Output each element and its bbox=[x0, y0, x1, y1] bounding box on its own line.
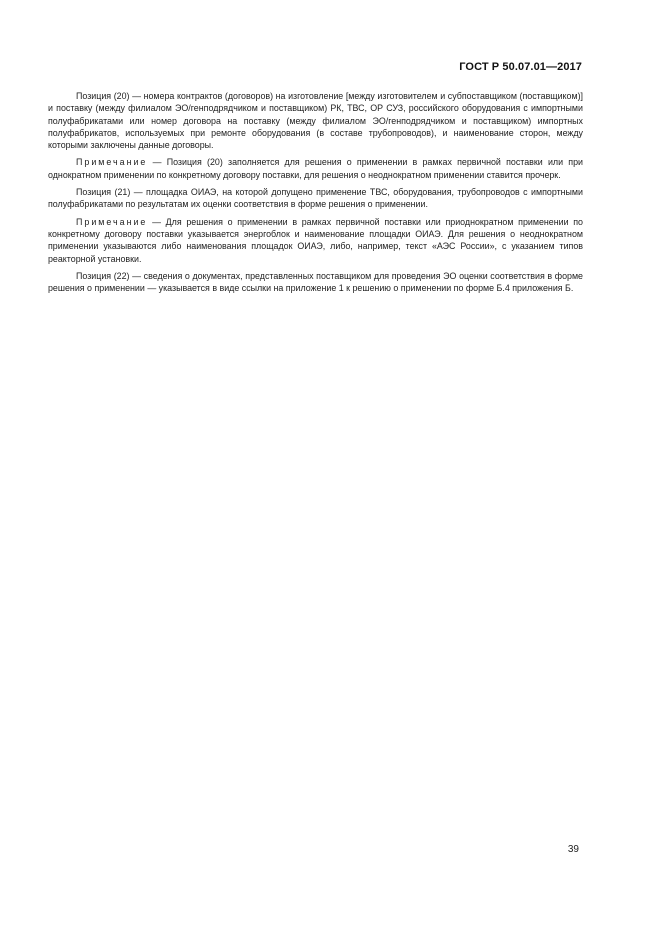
note-position-20 bbox=[48, 156, 583, 181]
paragraph-position-20: Позиция (20) — номера контрактов (договоров) на изготовление [между изготовителем и субпоставщиком (поставщиком)] и поставку (между филиалом ЭО/генподрядчиком и поставщиком) РК, ТВС, ОР СУЗ, российского оборудования с импортными полуфабрикатами или номер договора на поставку (между филиалом ЭО/генподрядчиком и поставщиком) импортных полуфабрикатов, используемых при ремонте оборудования (в составе трубопроводов), и наименование сторон, между которыми заключены данные договоры. bbox=[48, 91, 583, 151]
page-number: 39 bbox=[567, 844, 579, 855]
note-text: — Позиция (20) заполняется для решения о применении в рамках первичной поставки или при однократном применении по конкретному договору поставки, для решения о неоднократном применении ставится прочерк. bbox=[48, 157, 583, 180]
note-position-21 bbox=[48, 216, 583, 265]
note-label: Примечание bbox=[76, 216, 148, 227]
note-text: — Для решения о применении в рамках первичной поставки или приоднократном применении по конкретному договору поставки указывается энергоблок и наименование площадки ОИАЭ. Для решения о неоднократном применении указываются либо наименования площадок ОИАЭ, либо, например, текст «АЭС России», с указанием типов реакторной установки. bbox=[48, 216, 583, 264]
document-code-header: ГОСТ Р 50.07.01—2017 bbox=[459, 61, 582, 73]
document-body bbox=[48, 90, 583, 299]
paragraph-position-22: Позиция (22) — сведения о документах, представленных поставщиком для проведения ЭО оценки соответствия в форме решения о применении — указывается в виде ссылки на приложение 1 к решению о применении по форме Б.4 приложения Б. bbox=[48, 270, 583, 294]
paragraph-position-21: Позиция (21) — площадка ОИАЭ, на которой допущено применение ТВС, оборудования, трубопроводов с импортными полуфабрикатами по результатам их оценки соответствия в форме решения о применении. bbox=[48, 187, 583, 210]
note-label: Примечание bbox=[76, 157, 148, 168]
